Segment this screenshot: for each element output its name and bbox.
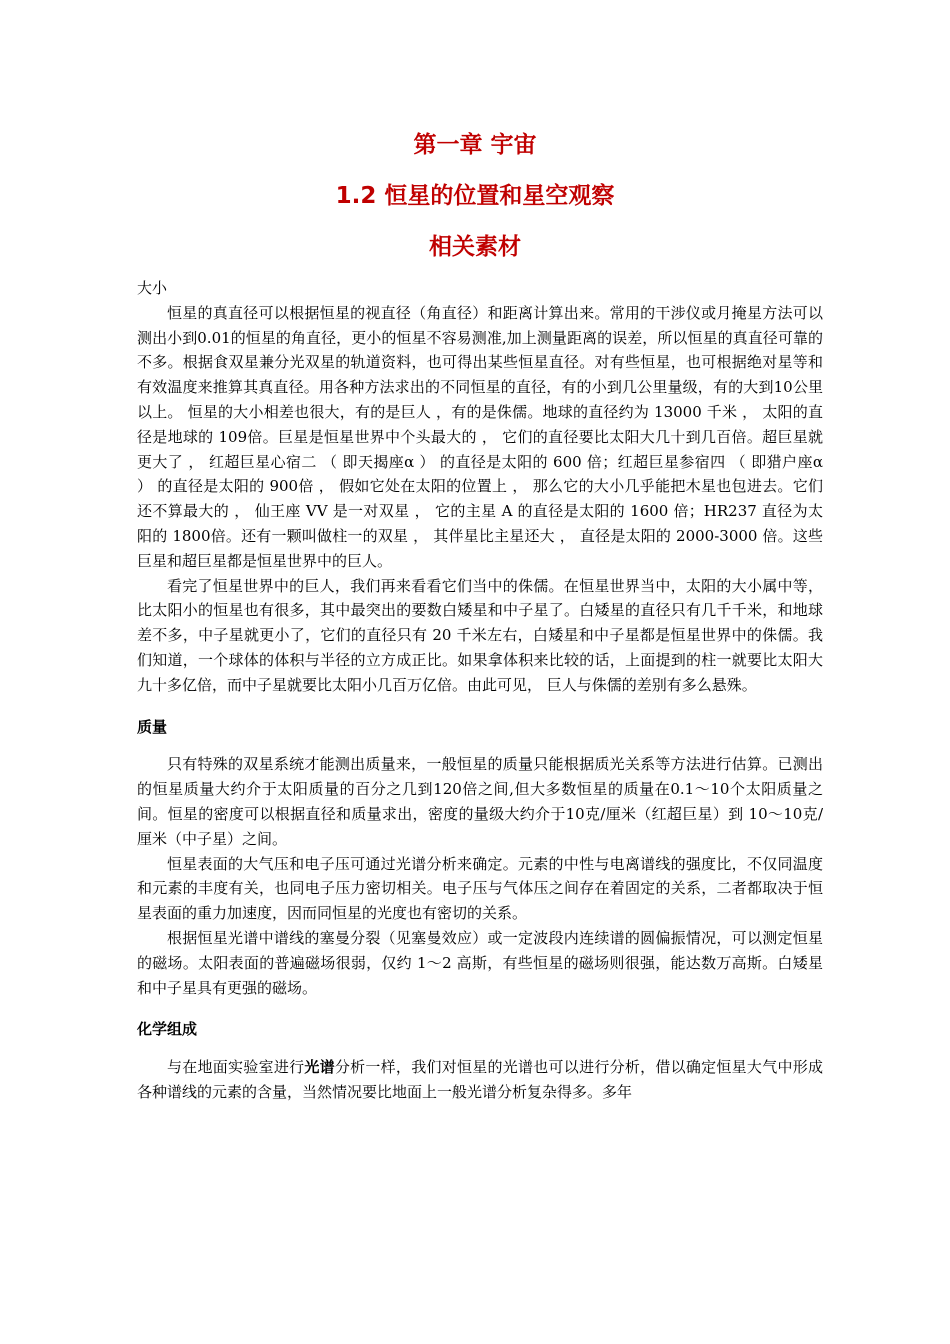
subtitle: 相关素材: [429, 234, 521, 260]
body-text: [137, 276, 823, 1105]
spacer: [137, 1042, 823, 1055]
composition-heading: 化学组成: [137, 1020, 198, 1039]
mass-paragraph-2: 恒星表面的大气压和电子压可通过光谱分析来确定。元素的中性与电离谱线的强度比，不仅同温度和元素的丰度有关，也同电子压力密切相关。电子压与气体压之间存在着固定的关系，二者都取决于恒星表面的重力加速度，因而同恒星的光度也有密切的关系。: [137, 854, 823, 923]
chapter-title: 第一章 宇宙: [413, 132, 537, 158]
mass-paragraph-3: 根据恒星光谱中谱线的塞曼分裂（见塞曼效应）或一定波段内连续谱的圆偏振情况，可以测定恒星的磁场。太阳表面的普遍磁场很弱，仅约 1～2 高斯，有些恒星的磁场则很强，能达数万高斯。白矮星和中子星具有更强的磁场。: [137, 928, 823, 997]
spacer: [137, 698, 823, 715]
section-title: 1.2 恒星的位置和星空观察: [335, 183, 615, 209]
spacer: [137, 1000, 823, 1017]
size-paragraph-1: 恒星的真直径可以根据恒星的视直径（角直径）和距离计算出来。常用的干涉仪或月掩星方法可以测出小到0.01的恒星的角直径，更小的恒星不容易测准,加上测量距离的误差，所以恒星的真直径可靠的不多。根据食双星兼分光双星的轨道资料，也可得出某些恒星直径。对有些恒星，也可根据绝对星等和有效温度来推算其真直径。用各种方法求出的不同恒星的直径，有的小到几公里量级，有的大到10公里以上。 恒星的大小相差也很大，有的是巨人 ，有的是侏儒。地球的直径约为 13000 千米 ， 太阳的直径是地球的 109倍。巨星是恒星世界中个头最大的 ， 它们的直径要比太阳大几十到几百倍。超巨星就更大了 ， 红超巨星心宿二 （ 即天揭座α ） 的直径是太阳的 600 倍；红超巨星参宿四 （ 即猎户座α ） 的直径是太阳的 900倍 ， 假如它处在太阳的位置上 ， 那么它的大小几乎能把木星也包进去。它们还不算最大的 ， 仙王座 VV 是一对双星 ， 它的主星 A 的直径是太阳的 1600 倍；HR237 直径为太阳的 1800倍。还有一颗叫做柱一的双星 ， 其伴星比主星还大 ， 直径是太阳的 2000-3000 倍。这些巨星和超巨星都是恒星世界中的巨人。: [137, 303, 823, 570]
composition-text-before: 与在地面实验室进行: [167, 1058, 305, 1077]
spacer: [137, 739, 823, 752]
composition-paragraph-1: [137, 1055, 823, 1105]
mass-paragraph-1: 只有特殊的双星系统才能测出质量来，一般恒星的质量只能根据质光关系等方法进行估算。已测出的恒星质量大约介于太阳质量的百分之几到120倍之间,但大多数恒星的质量在0.1～10个太阳质量之间。恒星的密度可以根据直径和质量求出，密度的量级大约介于10克/厘米（红超巨星）到 10～10克/厘米（中子星）之间。: [137, 755, 823, 848]
size-paragraph-2: 看完了恒星世界中的巨人，我们再来看看它们当中的侏儒。在恒星世界当中，太阳的大小属中等，比太阳小的恒星也有很多，其中最突出的要数白矮星和中子星了。白矮星的直径只有几千千米，和地球差不多，中子星就更小了，它们的直径只有 20 千米左右，白矮星和中子星都是恒星世界中的侏儒。我们知道，一个球体的体积与半径的立方成正比。如果拿体积来比较的话，上面提到的柱一就要比太阳大九十多亿倍，而中子星就要比太阳小几百万亿倍。由此可见， 巨人与侏儒的差别有多么悬殊。: [137, 576, 823, 694]
composition-text-after: 分析一样，我们对恒星的光谱也可以进行分析，借以确定恒星大气中形成各种谱线的元素的含量，当然情况要比地面上一般光谱分析复杂得多。多年: [137, 1058, 823, 1101]
spectrum-keyword: 光谱: [304, 1058, 335, 1077]
size-heading: 大小: [137, 279, 168, 297]
mass-heading: 质量: [137, 717, 168, 736]
title-block: [0, 132, 950, 285]
